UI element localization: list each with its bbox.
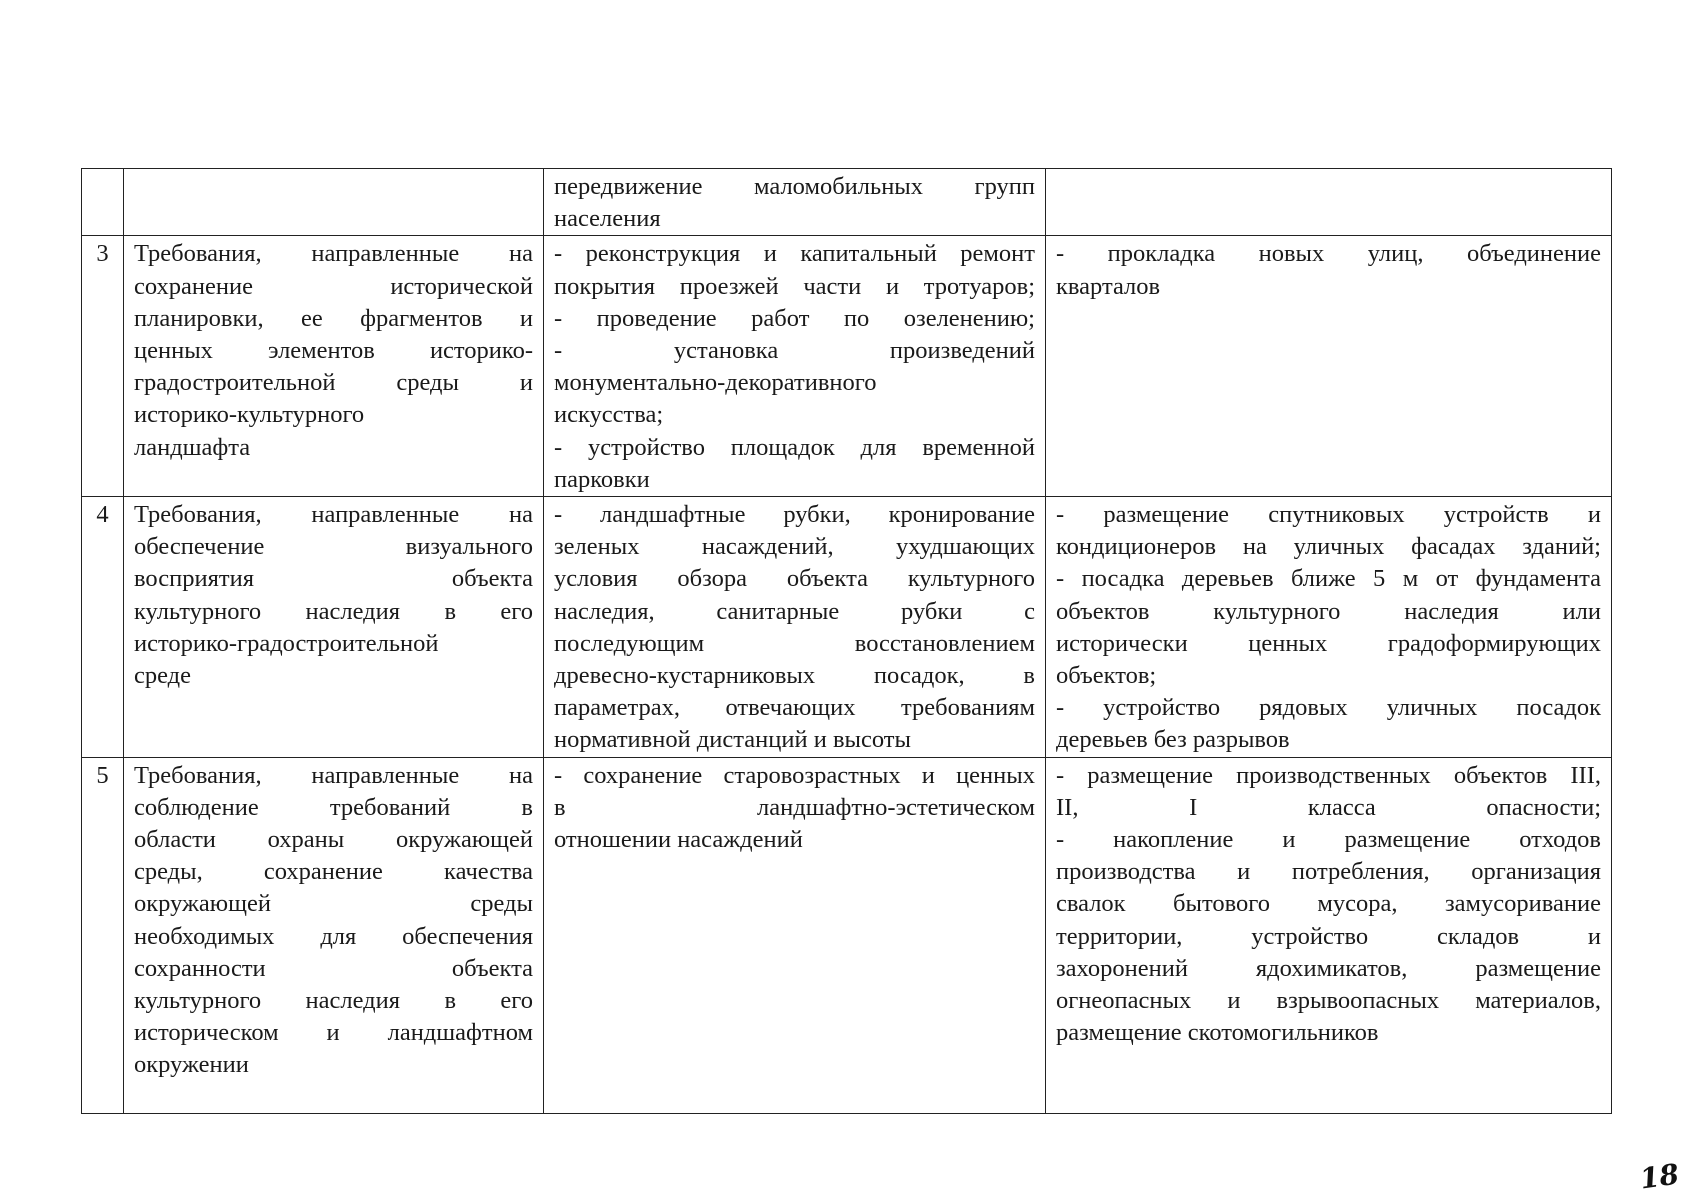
cell-text-line: ценных элементов историко- (134, 337, 533, 365)
cell-text-line: производства и потребления, организация (1056, 858, 1601, 886)
cell-text-line: - посадка деревьев ближе 5 м от фундамента (1056, 565, 1601, 593)
row-number: 3 (82, 236, 124, 497)
requirements-table (81, 168, 1612, 1114)
table-row (82, 757, 1612, 1113)
cell-text-line: сохранности объекта (134, 954, 533, 982)
cell-text-line: искусства; (554, 401, 664, 429)
allowed-cell (544, 757, 1046, 1113)
cell-text-line: условия обзора объекта культурного (554, 565, 1035, 593)
cell-text-line: древесно-кустарниковых посадок, в (554, 662, 1035, 690)
cell-text-line: Требования, направленные на (134, 761, 533, 789)
prohibited-cell (1046, 497, 1612, 758)
cell-text-line: историческом и ландшафтном (134, 1019, 533, 1047)
prohibited-cell (1046, 236, 1612, 497)
cell-text-line: окружающей среды (134, 890, 533, 918)
cell-text-line: наследия, санитарные рубки с (554, 597, 1035, 625)
cell-text-line: области охраны окружающей (134, 826, 533, 854)
allowed-cell (544, 236, 1046, 497)
cell-text-line: размещение скотомогильников (1056, 1019, 1379, 1047)
table-row (82, 169, 1612, 236)
allowed-cell (544, 497, 1046, 758)
cell-text-line: нормативной дистанций и высоты (554, 726, 911, 754)
cell-text-line: среде (134, 662, 192, 690)
cell-text-line: историко-градостроительной (134, 629, 439, 657)
cell-text-line: покрытия проезжей части и тротуаров; (554, 272, 1035, 300)
requirement-cell (124, 236, 544, 497)
cell-text-line: культурного наследия в его (134, 987, 533, 1015)
cell-text-line: параметрах, отвечающих требованиям (554, 694, 1035, 722)
cell-text-line: территории, устройство складов и (1056, 922, 1601, 950)
cell-text-line: - размещение спутниковых устройств и (1056, 501, 1601, 529)
cell-text-line: историко-культурного (134, 401, 365, 429)
cell-text-line: отношении насаждений (554, 826, 803, 854)
cell-text-line: Требования, направленные на (134, 501, 533, 529)
row-number (82, 169, 124, 236)
row-number: 5 (82, 757, 124, 1113)
cell-text-line: - устройство рядовых уличных посадок (1056, 694, 1601, 722)
cell-text-line: населения (554, 205, 661, 233)
cell-text-line: захоронений ядохимикатов, размещение (1056, 954, 1601, 982)
table-row (82, 236, 1612, 497)
cell-text-line: градостроительной среды и (134, 369, 533, 397)
cell-text-line: ландшафта (134, 433, 251, 461)
cell-text-line: монументально-декоративного (554, 369, 877, 397)
cell-text-line: - размещение производственных объектов III, (1056, 761, 1601, 789)
cell-text-line: среды, сохранение качества (134, 858, 533, 886)
cell-text-line: - устройство площадок для временной (554, 433, 1035, 461)
cell-text-line: огнеопасных и взрывоопасных материалов, (1056, 987, 1601, 1015)
cell-text-line: - прокладка новых улиц, объединение (1056, 240, 1601, 268)
row-number: 4 (82, 497, 124, 758)
cell-text-line: кварталов (1056, 272, 1161, 300)
table-row (82, 497, 1612, 758)
cell-text-line: - накопление и размещение отходов (1056, 826, 1601, 854)
cell-text-line: исторически ценных градоформирующих (1056, 629, 1601, 657)
cell-text-line: сохранение исторической (134, 272, 533, 300)
cell-text-line: соблюдение требований в (134, 793, 533, 821)
prohibited-cell (1046, 757, 1612, 1113)
cell-text-line: восприятия объекта (134, 565, 533, 593)
allowed-cell (544, 169, 1046, 236)
cell-text-line: - проведение работ по озеленению; (554, 304, 1035, 332)
cell-text-line: планировки, ее фрагментов и (134, 304, 533, 332)
cell-text-line: деревьев без разрывов (1056, 726, 1290, 754)
cell-text-line: парковки (554, 465, 650, 493)
cell-text-line: культурного наследия в его (134, 597, 533, 625)
requirement-cell (124, 497, 544, 758)
prohibited-cell (1046, 169, 1612, 236)
cell-text-line: II, I класса опасности; (1056, 793, 1601, 821)
cell-text-line: последующим восстановлением (554, 629, 1035, 657)
cell-text-line: - установка произведений (554, 337, 1035, 365)
cell-text-line: окружении (134, 1051, 249, 1079)
cell-text-line: кондиционеров на уличных фасадах зданий; (1056, 533, 1601, 561)
cell-text-line: объектов культурного наследия или (1056, 597, 1601, 625)
cell-text-line: Требования, направленные на (134, 240, 533, 268)
cell-text-line: обеспечение визуального (134, 533, 533, 561)
cell-text-line: передвижение маломобильных групп (554, 173, 1035, 200)
requirement-cell (124, 757, 544, 1113)
cell-text-line: - сохранение старовозрастных и ценных (554, 761, 1035, 789)
cell-text-line: необходимых для обеспечения (134, 922, 533, 950)
cell-text-line: зеленых насаждений, ухудшающих (554, 533, 1035, 561)
cell-text-line: - ландшафтные рубки, кронирование (554, 501, 1035, 529)
cell-text-line: объектов; (1056, 662, 1157, 690)
page-number: 18 (1637, 1157, 1682, 1196)
cell-text-line: в ландшафтно-эстетическом (554, 793, 1035, 821)
cell-text-line: свалок бытового мусора, замусоривание (1056, 890, 1601, 918)
cell-text-line: - реконструкция и капитальный ремонт (554, 240, 1035, 268)
requirement-cell (124, 169, 544, 236)
